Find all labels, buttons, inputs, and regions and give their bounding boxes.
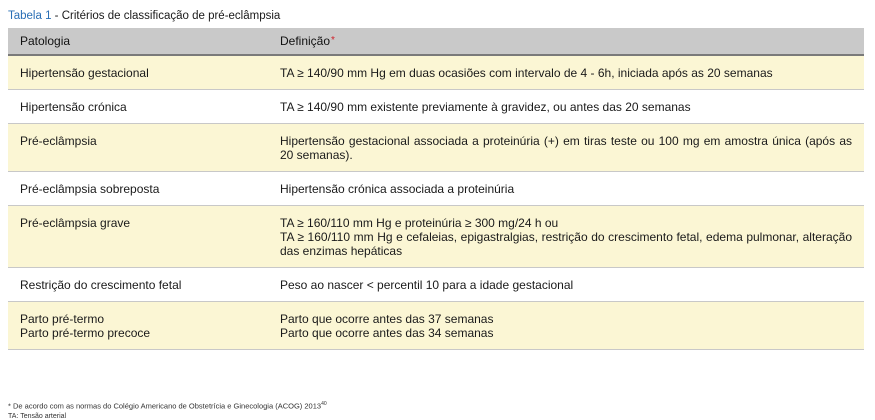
patologia-text: Pré-eclâmpsia	[20, 134, 97, 148]
cell-definicao	[268, 206, 864, 268]
header-patologia	[8, 28, 268, 55]
table-caption	[8, 10, 280, 22]
patologia-text: Restrição do crescimento fetal	[20, 278, 182, 292]
table-body	[8, 55, 864, 350]
cell-patologia	[8, 302, 268, 350]
table-row	[8, 206, 864, 268]
criteria-table	[8, 28, 864, 350]
table-row	[8, 55, 864, 90]
cell-patologia	[8, 55, 268, 90]
cell-definicao	[268, 302, 864, 350]
table-header-row	[8, 28, 864, 55]
cell-definicao	[268, 172, 864, 206]
definicao-text: Parto que ocorre antes das 37 semanas	[280, 312, 494, 326]
asterisk-marker: *	[331, 35, 335, 46]
cell-patologia	[8, 124, 268, 172]
table-row	[8, 302, 864, 350]
header-patologia-label: Patologia	[20, 34, 71, 48]
definicao-text: TA ≥ 140/90 mm Hg em duas ocasiões com intervalo de 4 - 6h, iniciada após as 20 semanas	[280, 66, 773, 80]
cell-definicao	[268, 90, 864, 124]
patologia-text: Parto pré-termo precoce	[20, 326, 151, 340]
patologia-text: Parto pré-termo	[20, 312, 105, 326]
definicao-text: TA ≥ 160/110 mm Hg e proteinúria ≥ 300 mg/24 h ou	[280, 216, 559, 230]
cell-patologia	[8, 268, 268, 302]
header-definicao-label: Definição	[280, 34, 331, 48]
cell-definicao	[268, 124, 864, 172]
definicao-text: TA ≥ 140/90 mm existente previamente à gravidez, ou antes das 20 semanas	[280, 100, 691, 114]
cell-definicao	[268, 268, 864, 302]
table-title: - Critérios de classificação de pré-eclâmpsia	[51, 10, 281, 22]
table-row	[8, 268, 864, 302]
definicao-text: Hipertensão gestacional associada a proteinúria (+) em tiras teste ou 100 mg em amostra única (após as 20 semanas).	[280, 134, 852, 162]
table-row	[8, 124, 864, 172]
cell-patologia	[8, 172, 268, 206]
definicao-text: Peso ao nascer < percentil 10 para a idade gestacional	[280, 278, 574, 292]
definicao-text: Parto que ocorre antes das 34 semanas	[280, 326, 494, 340]
patologia-text: Hipertensão crónica	[20, 100, 127, 114]
cell-patologia	[8, 90, 268, 124]
definicao-text: Hipertensão crónica associada a proteinúria	[280, 182, 515, 196]
table-row	[8, 172, 864, 206]
patologia-text: Hipertensão gestacional	[20, 66, 149, 80]
header-definicao	[268, 28, 864, 55]
patologia-text: Pré-eclâmpsia sobreposta	[20, 182, 160, 196]
table-number: Tabela 1	[8, 10, 52, 22]
cell-patologia	[8, 206, 268, 268]
definicao-text: TA ≥ 160/110 mm Hg e cefaleias, epigastralgias, restrição do crescimento fetal, edema pulmonar, alteração das enzimas hepáticas	[280, 230, 852, 258]
footnote-text: De acordo com as normas do Colégio Americano de Obstetrícia e Ginecologia (ACOG) 2013	[10, 401, 322, 411]
footnote-abbreviation-text: TA: Tensão arterial	[8, 413, 67, 420]
patologia-text: Pré-eclâmpsia grave	[20, 216, 131, 230]
footnote	[8, 401, 327, 411]
footnote-marker: *	[8, 401, 11, 411]
footnote-ref: 40	[321, 401, 327, 407]
table-row	[8, 90, 864, 124]
footnote-abbreviation	[8, 413, 66, 420]
cell-definicao	[268, 55, 864, 90]
